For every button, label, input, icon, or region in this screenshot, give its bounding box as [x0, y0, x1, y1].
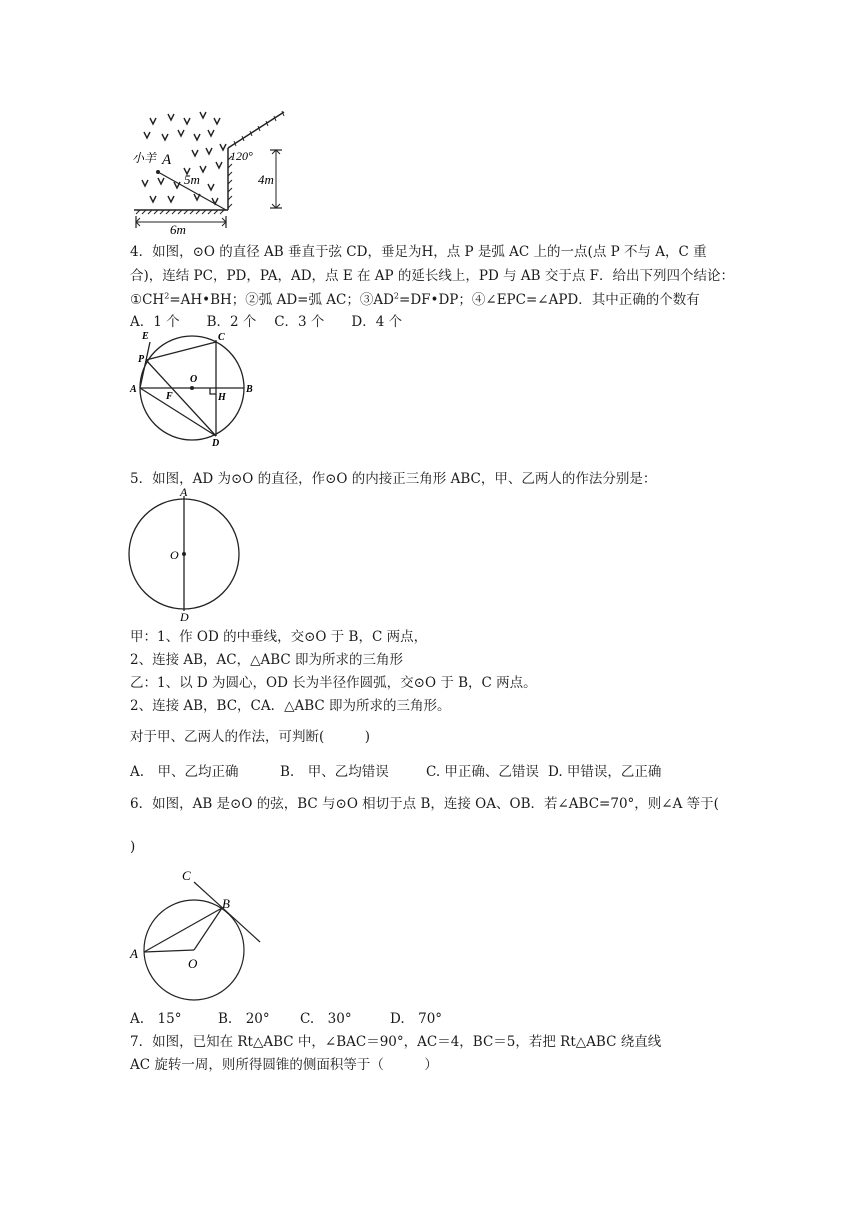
q5-option-d: D. 甲错误，乙正确: [548, 764, 662, 780]
q6-option-d: D. 70°: [390, 1011, 443, 1027]
label-p: P: [138, 354, 145, 365]
label-d: D: [212, 438, 220, 449]
q4-options: A．1 个 B．2 个 C．3 个 D．4 个: [130, 314, 403, 330]
q7-line1: 7．如图，已知在 Rt△ABC 中，∠BAC＝90°，AC＝4，BC＝5，若把 Rt△ABC 绕直线: [130, 1034, 662, 1050]
q6-option-b: B. 20°: [218, 1011, 270, 1027]
q4-line2: 合)，连结 PC，PD，PA，AD，点 E 在 AP 的延长线上，PD 与 AB 交于点 F．给出下列四个结论：: [130, 268, 735, 284]
label-o: O: [170, 548, 179, 562]
q6-circle-figure: [126, 864, 266, 1004]
q5-option-b: B. 甲、乙均错误: [280, 764, 389, 780]
q6-options: [130, 1010, 442, 1028]
q5-yi2: 2、连接 AB，BC，CA．△ABC 即为所求的三角形。: [130, 698, 451, 714]
label-f: F: [166, 391, 173, 402]
label-6m: 6m: [170, 222, 186, 234]
label-a: A: [180, 485, 188, 499]
q5-jia1: 甲：1、作 OD 的中垂线，交⊙O 于 B，C 两点，: [130, 629, 428, 645]
q6-option-c: C. 30°: [300, 1011, 352, 1027]
label-c: C: [182, 868, 191, 883]
q5-option-a: A. 甲、乙均正确: [130, 764, 239, 780]
label-d: D: [180, 610, 189, 624]
q4-line3: $①CH^2=AH•BH$；②弧 AD=弧 AC；$③AD^2=DF•DP$；④∠EPC=∠APD．其中正确的个数有: [130, 291, 700, 308]
q6-option-a: A. 15°: [130, 1011, 182, 1027]
q5-question: 对于甲、乙两人的作法，可判断( ): [130, 729, 371, 745]
q5-circle-figure: [126, 484, 246, 624]
label-c: C: [218, 332, 225, 343]
label-h: H: [218, 392, 226, 403]
q4-line1: 4．如图，⊙O 的直径 AB 垂直于弦 CD，垂足为H，点 P 是弧 AC 上的一点(点 P 不与 A，C 重: [130, 244, 707, 260]
q4-circle-figure: [126, 326, 266, 450]
label-e: E: [142, 331, 149, 342]
label-o: O: [188, 956, 198, 971]
label-a: A: [162, 152, 172, 168]
label-a: A: [130, 384, 137, 395]
q5-option-c: C. 甲正确、乙错误: [426, 764, 539, 780]
sheep-figure: [128, 104, 298, 234]
q5-jia2: 2、连接 AB，AC，△ABC 即为所求的三角形: [130, 652, 404, 668]
q5-options: [130, 763, 661, 781]
label-o: O: [190, 374, 198, 385]
label-a: A: [130, 946, 138, 961]
label-4m: 4m: [258, 172, 274, 187]
label-b: B: [246, 384, 253, 395]
label-120: 120°: [230, 149, 253, 163]
label-xiaoyang: 小羊: [132, 151, 157, 165]
q6-line1: 6．如图，AB 是⊙O 的弦，BC 与⊙O 相切于点 B，连接 OA、OB．若∠ABC=70°，则∠A 等于(: [130, 796, 719, 812]
q6-line2: ): [130, 839, 136, 855]
label-5m: 5m: [184, 172, 200, 187]
label-b: B: [222, 896, 230, 911]
q5-yi1: 乙：1、以 D 为圆心，OD 长为半径作圆弧，交⊙O 于 B，C 两点。: [130, 675, 537, 691]
q7-line2: AC 旋转一周，则所得圆锥的侧面积等于（ ）: [130, 1057, 438, 1073]
q5-line1: 5．如图，AD 为⊙O 的直径，作⊙O 的内接正三角形 ABC，甲、乙两人的作法分别是：: [130, 471, 657, 487]
